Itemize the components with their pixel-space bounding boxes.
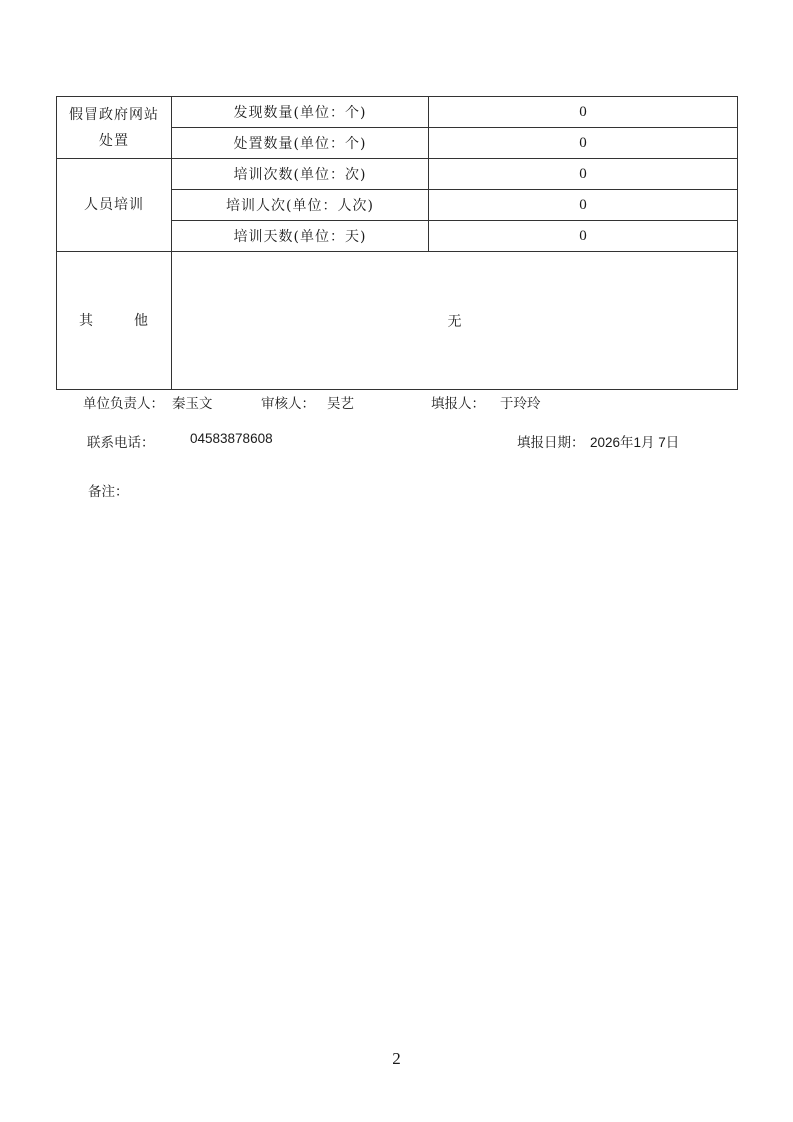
category-label: 假冒政府网站 bbox=[69, 106, 159, 123]
table-row bbox=[57, 252, 738, 390]
category-fake-government-website bbox=[57, 97, 172, 159]
phone-value: 04583878608 bbox=[190, 431, 273, 446]
reviewer-label: 审核人： bbox=[261, 396, 315, 412]
item-value: 0 bbox=[429, 190, 738, 221]
date-value: 2026年1月 7日 bbox=[590, 435, 680, 450]
reviewer-name: 吴艺 bbox=[327, 396, 354, 412]
item-label: 培训天数(单位：天) bbox=[172, 221, 429, 252]
item-label: 处置数量(单位：个) bbox=[172, 128, 429, 159]
date-label: 填报日期： bbox=[517, 435, 585, 451]
contact-line bbox=[0, 431, 793, 451]
category-label: 处置 bbox=[99, 132, 129, 149]
category-other bbox=[57, 252, 172, 390]
signature-line bbox=[0, 392, 793, 412]
phone-label: 联系电话： bbox=[87, 435, 155, 451]
table-row bbox=[57, 97, 738, 128]
category-label-part: 他 bbox=[134, 312, 149, 329]
category-label: 人员培训 bbox=[84, 197, 144, 213]
remarks-label: 备注： bbox=[88, 484, 129, 500]
category-personnel-training bbox=[57, 159, 172, 252]
other-value: 无 bbox=[172, 252, 738, 390]
category-label-part: 其 bbox=[79, 312, 94, 329]
filler-name: 于玲玲 bbox=[500, 396, 541, 412]
responsible-name: 秦玉文 bbox=[172, 396, 213, 412]
item-value: 0 bbox=[429, 97, 738, 128]
table-row bbox=[57, 159, 738, 190]
page-number: 2 bbox=[392, 1049, 401, 1068]
item-value: 0 bbox=[429, 159, 738, 190]
filler-label: 填报人： bbox=[431, 396, 485, 412]
item-value: 0 bbox=[429, 128, 738, 159]
responsible-label: 单位负责人： bbox=[83, 396, 164, 412]
item-label: 培训次数(单位：次) bbox=[172, 159, 429, 190]
remarks-line bbox=[0, 480, 793, 500]
item-label: 发现数量(单位：个) bbox=[172, 97, 429, 128]
item-value: 0 bbox=[429, 221, 738, 252]
report-table bbox=[56, 96, 738, 390]
item-label: 培训人次(单位：人次) bbox=[172, 190, 429, 221]
